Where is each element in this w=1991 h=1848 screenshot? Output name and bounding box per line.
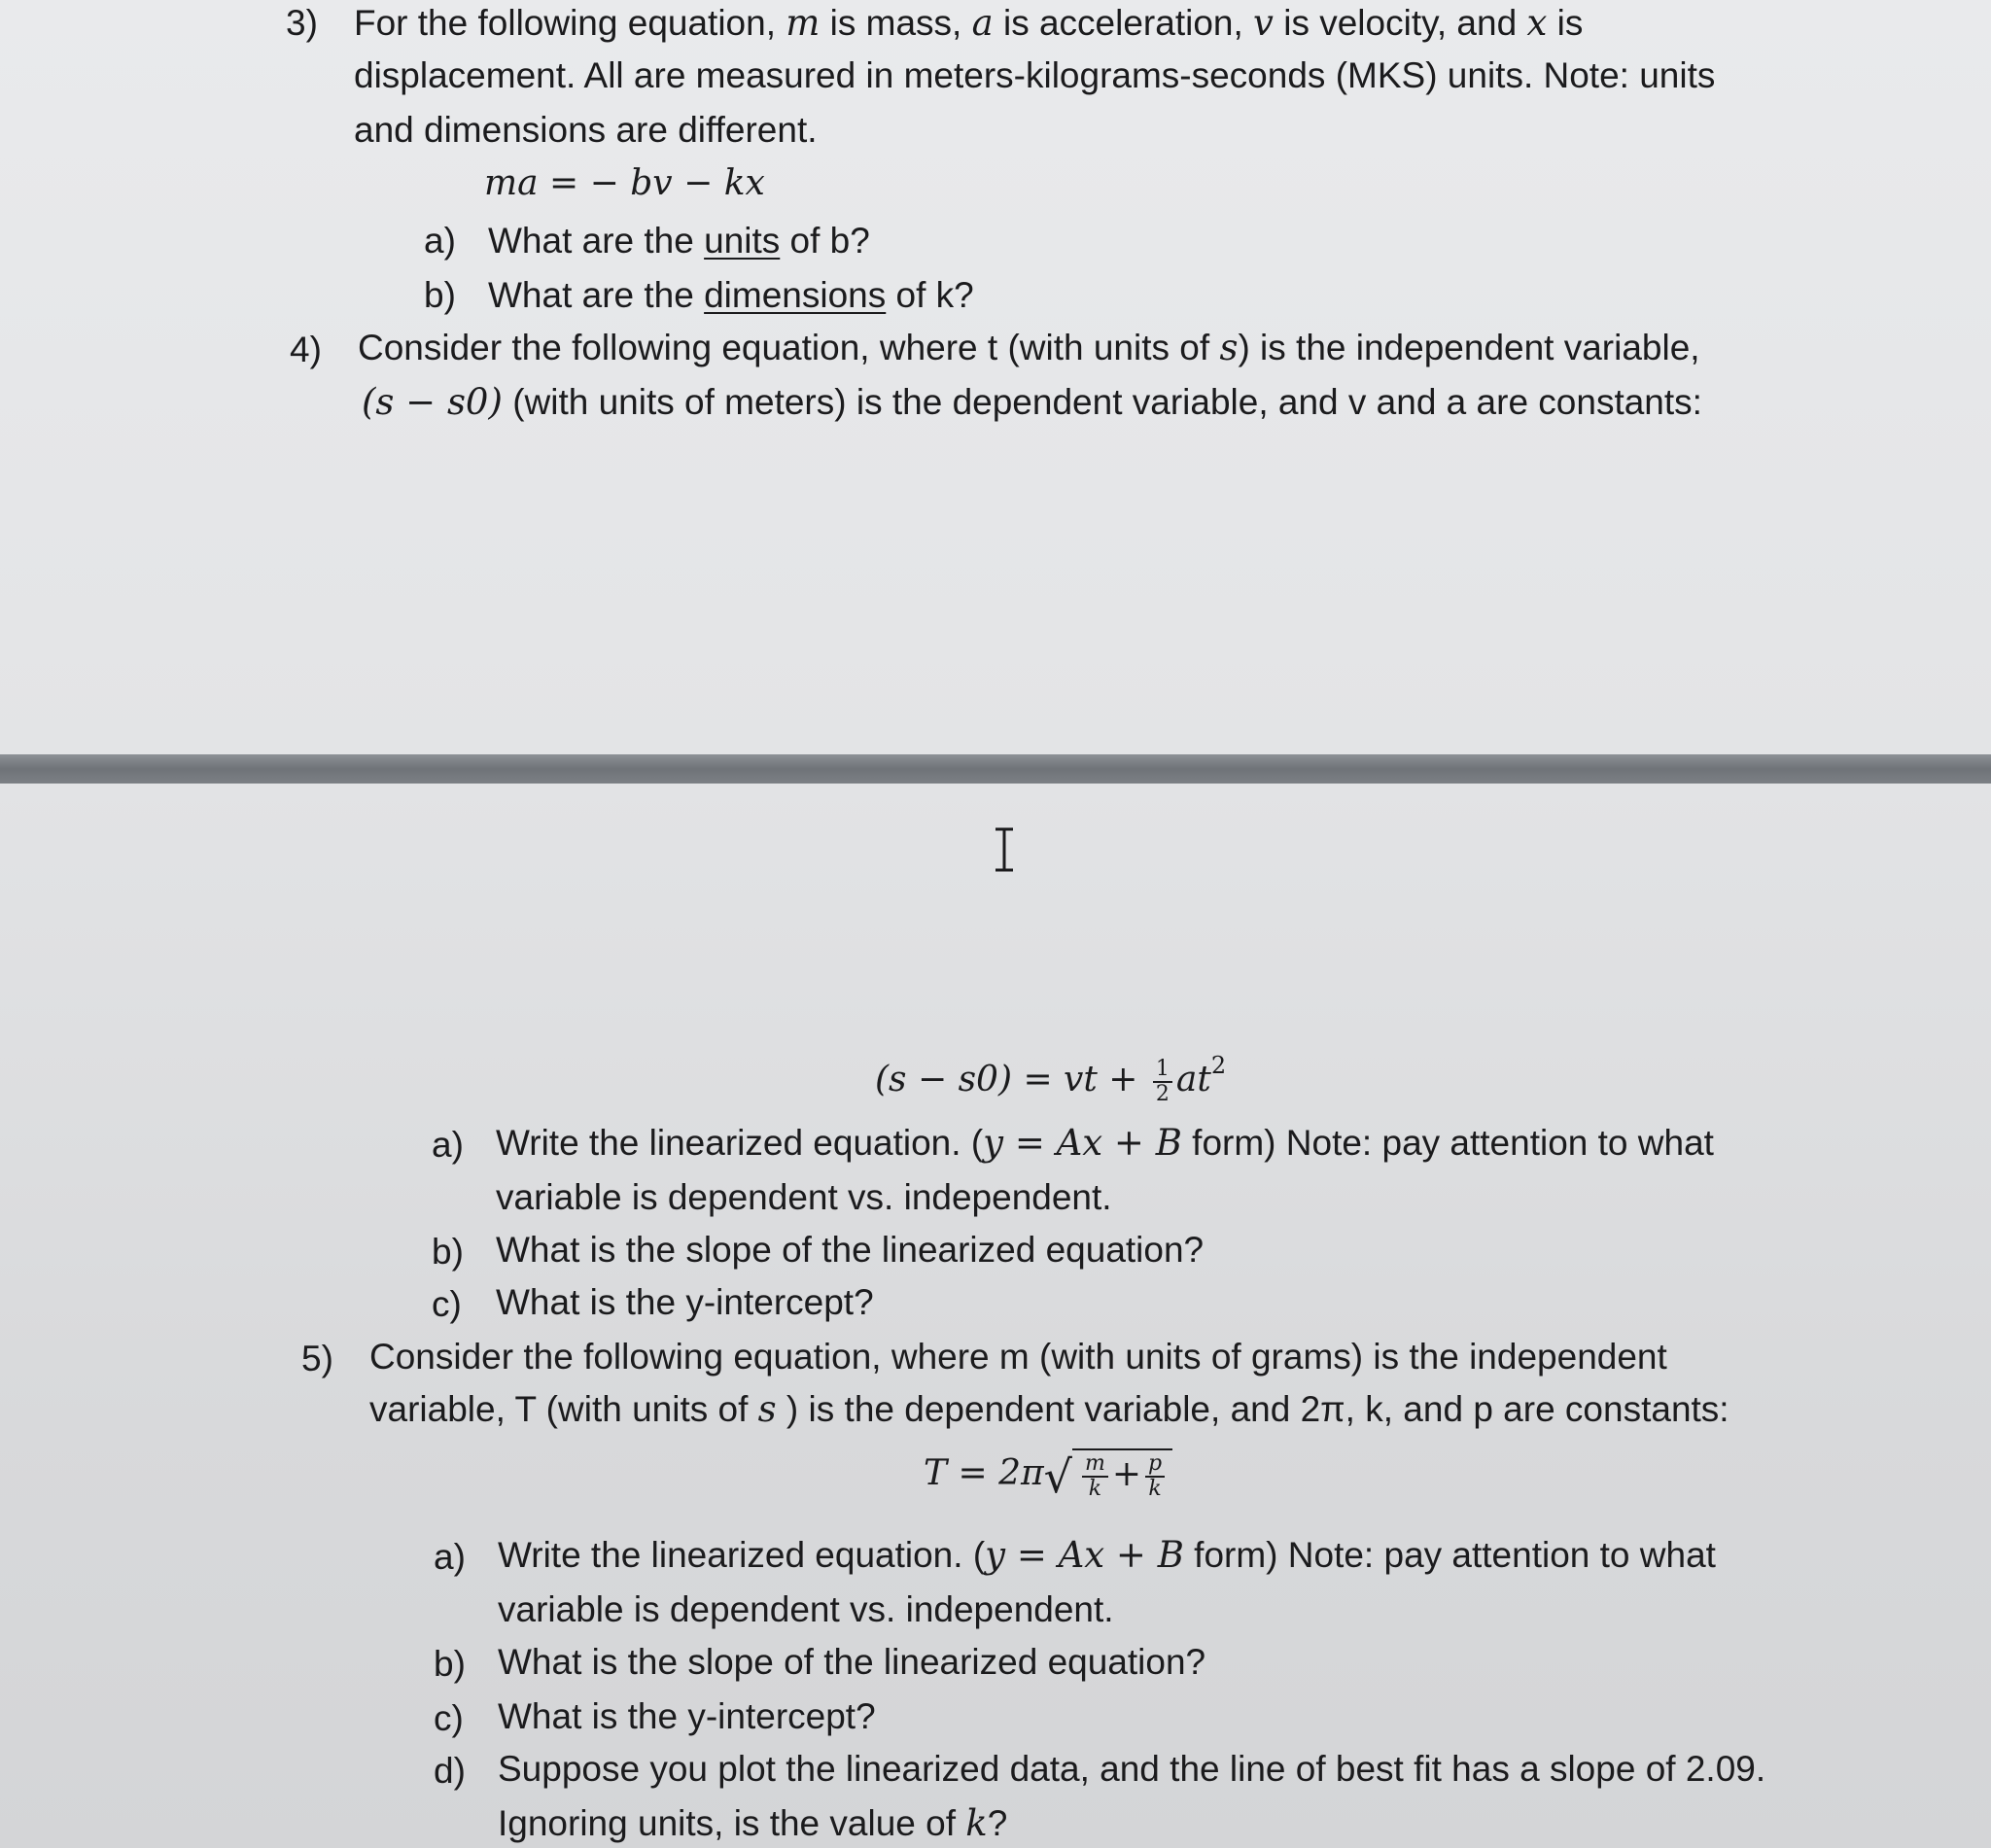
q4-part-a-line-2: variable is dependent vs. independent.	[496, 1177, 1112, 1217]
q4-text: Consider the following equation, where t (with units of	[358, 328, 1220, 367]
q5-eq-f1-den: k	[1088, 1477, 1102, 1501]
q5-eq-sqrt-body	[1072, 1448, 1172, 1501]
q5-part-d-text: Ignoring units, is the value of	[498, 1803, 966, 1843]
var-x: x	[1526, 2, 1548, 44]
q4-paren-expr: (s − s0)	[362, 381, 503, 423]
q4-number: 4)	[290, 330, 322, 369]
q4-line-1	[358, 327, 1700, 369]
q5-part-b-label: b)	[434, 1644, 466, 1684]
q5-part-d-line-1: Suppose you plot the linearized data, and the line of best fit has a slope of 2.09.	[498, 1749, 1766, 1789]
q3-part-b-label: b)	[424, 275, 456, 315]
text-cursor-icon	[992, 826, 1017, 873]
q5-part-a-text: Write the linearized equation. (	[498, 1535, 986, 1575]
q5-eq-frac-2	[1145, 1452, 1165, 1501]
q3-part-a-text: What are the	[488, 221, 705, 261]
q4-eq-rhs: at	[1175, 1060, 1211, 1099]
q3-text: is velocity, and	[1273, 3, 1527, 43]
q3-part-b-text: What are the	[488, 275, 705, 315]
q4-eq-frac-num: 1	[1153, 1058, 1172, 1083]
q5-eq-lhs: T = 2π	[924, 1453, 1044, 1493]
q3-number: 3)	[286, 3, 318, 43]
var-k: k	[965, 1802, 988, 1844]
q5-part-a-label: a)	[434, 1537, 466, 1577]
var-a: a	[971, 2, 994, 44]
q4-equation	[875, 1052, 1226, 1106]
q5-part-a-text: form) Note: pay attention to what	[1183, 1535, 1716, 1575]
q4-text: (with units of meters) is the dependent variable, and v and a are constants:	[502, 382, 1702, 422]
var-s: s	[1219, 327, 1239, 368]
q4-eq-lhs: (s − s0) = vt +	[875, 1060, 1149, 1099]
q4-eq-fraction	[1153, 1058, 1172, 1106]
q5-text: ) is the dependent variable, and 2π, k, and p are constants:	[776, 1389, 1729, 1429]
var-v: v	[1253, 2, 1274, 44]
q4-eq-exponent: 2	[1210, 1052, 1227, 1079]
q5-line-2	[369, 1388, 1729, 1431]
q5-line-1: Consider the following equation, where m (with units of grams) is the independent	[369, 1337, 1667, 1377]
q5-part-c-label: c)	[434, 1698, 464, 1738]
q5-part-d-line-2	[498, 1802, 1007, 1845]
q5-eq-f1-num: m	[1082, 1452, 1108, 1478]
q4-part-c-label: c)	[432, 1284, 462, 1324]
q5-number: 5)	[301, 1339, 333, 1378]
q5-part-a-form: y = Ax + B	[985, 1534, 1184, 1576]
sqrt-sign-icon: √	[1043, 1450, 1072, 1503]
q5-eq-f2-den: k	[1148, 1477, 1162, 1501]
q3-part-b	[488, 274, 974, 317]
q4-part-b: What is the slope of the linearized equation?	[496, 1230, 1205, 1270]
q5-equation	[924, 1448, 1172, 1503]
q3-line-2: displacement. All are measured in meters-kilograms-seconds (MKS) units. Note: units	[354, 55, 1716, 95]
q4-part-a-line-1	[496, 1122, 1714, 1165]
q3-part-a-label: a)	[424, 221, 456, 261]
q4-line-2	[362, 381, 1702, 424]
q4-part-a-form: y = Ax + B	[983, 1122, 1182, 1164]
q3-line-3: and dimensions are different.	[354, 110, 818, 150]
q3-part-a	[488, 220, 870, 262]
q5-part-d-text: ?	[987, 1803, 1008, 1843]
q3-part-b-underlined: dimensions	[704, 275, 887, 315]
q5-part-a-line-2: variable is dependent vs. independent.	[498, 1589, 1114, 1629]
q4-part-a-text: Write the linearized equation. (	[496, 1123, 984, 1163]
q3-part-a-underlined: units	[704, 221, 781, 261]
q3-text: For the following equation,	[354, 3, 786, 43]
q3-text: is	[1547, 3, 1584, 43]
q4-part-b-label: b)	[432, 1232, 464, 1272]
q5-part-d-label: d)	[434, 1751, 466, 1791]
q4-part-a-label: a)	[432, 1125, 464, 1165]
q5-text: variable, T (with units of	[369, 1389, 758, 1429]
q5-eq-frac-1	[1082, 1452, 1108, 1501]
q3-equation: ma = − bv − kx	[484, 163, 765, 203]
q5-eq-sqrt	[1044, 1448, 1172, 1503]
q3-line-1	[354, 2, 1583, 45]
q5-part-b: What is the slope of the linearized equation?	[498, 1642, 1206, 1682]
q3-text: is acceleration,	[993, 3, 1254, 43]
q4-part-c: What is the y-intercept?	[496, 1282, 874, 1322]
q5-part-c: What is the y-intercept?	[498, 1696, 876, 1736]
var-m: m	[786, 2, 821, 44]
q5-eq-plus: +	[1111, 1454, 1141, 1494]
q5-part-a-line-1	[498, 1534, 1716, 1577]
q3-text: is mass,	[820, 3, 972, 43]
var-s: s	[757, 1388, 777, 1430]
q4-text: ) is the independent variable,	[1238, 328, 1700, 367]
page-divider-bar	[0, 754, 1991, 784]
q5-eq-f2-num: p	[1145, 1452, 1165, 1478]
worksheet-page-top	[0, 0, 1991, 754]
worksheet-page-bottom	[0, 784, 1991, 1848]
q3-part-a-text: of b?	[780, 221, 870, 261]
q3-part-b-text: of k?	[886, 275, 974, 315]
q4-eq-frac-den: 2	[1155, 1082, 1170, 1106]
q4-part-a-text: form) Note: pay attention to what	[1181, 1123, 1714, 1163]
